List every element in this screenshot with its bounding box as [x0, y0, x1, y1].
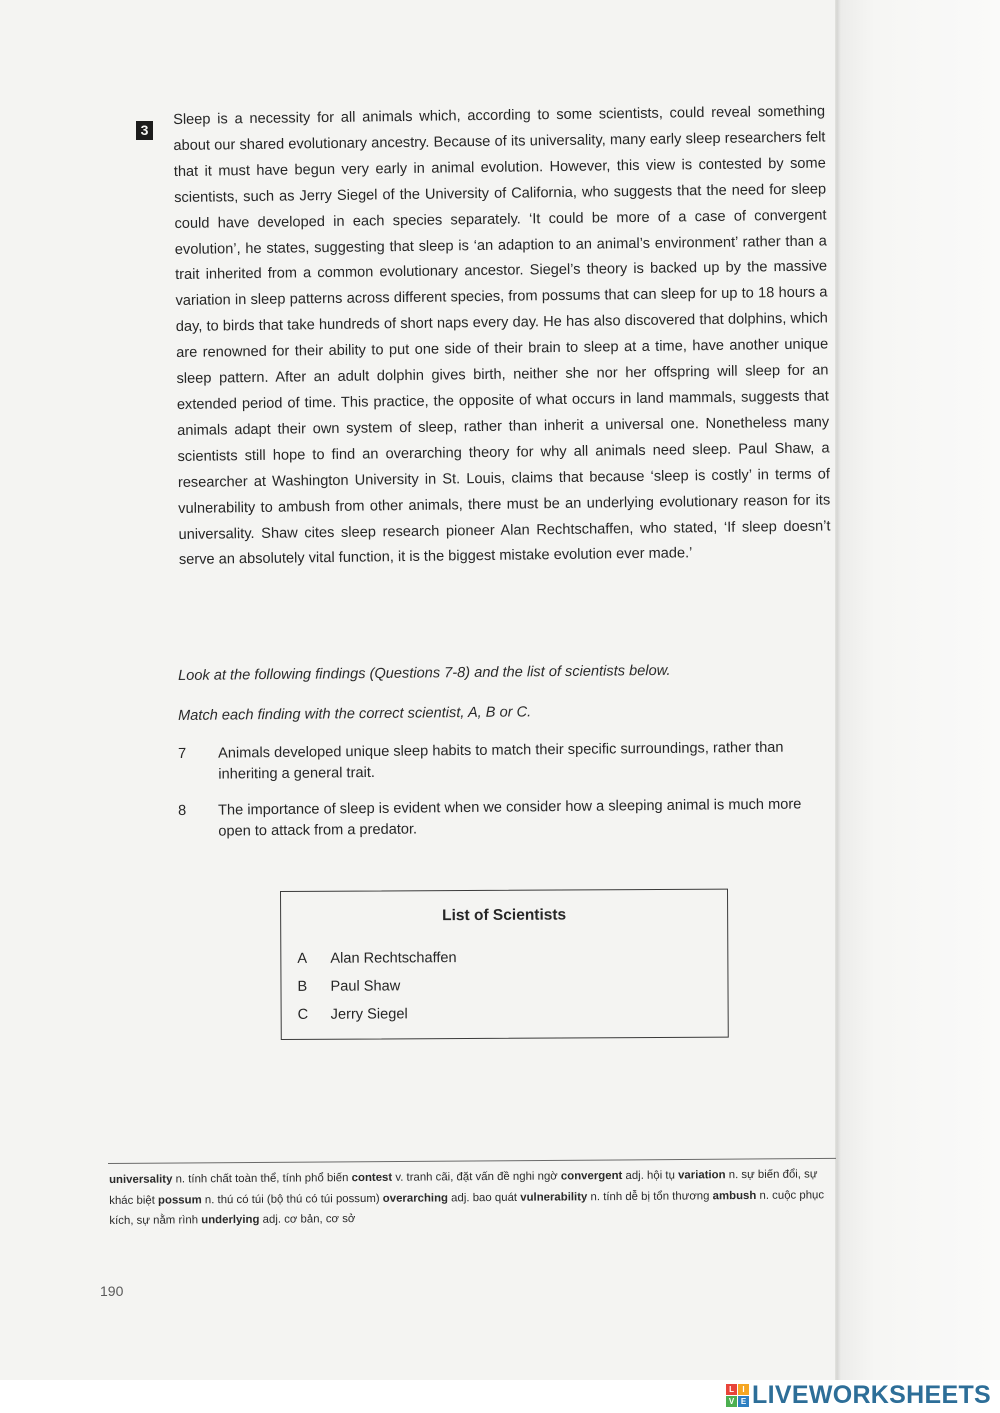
glossary-term: variation: [678, 1169, 726, 1182]
option-letter: A: [297, 950, 308, 967]
instruction-line-2: Match each finding with the correct scientist, A, B or C.: [178, 704, 532, 724]
question-8: [178, 794, 818, 843]
logo-letter: L: [726, 1384, 737, 1395]
glossary-pos: n.: [175, 1173, 186, 1186]
logo-letter: V: [726, 1396, 737, 1407]
glossary-pos: adj.: [451, 1191, 470, 1204]
question-number: 8: [178, 802, 187, 819]
footnote-divider: [108, 1158, 836, 1164]
glossary-term: possum: [157, 1193, 202, 1207]
glossary-pos: n.: [759, 1189, 770, 1202]
reading-passage: Sleep is a necessity for all animals which, according to some scientists, could reveal something about our shared evolutionary ancestry. Because of its universality, many early sleep researchers felt that it must have begun very early in animal evolution. However, this view is contested by some scientists, such as Jerry Siegel of the University of California, who suggests that the need for sleep could have developed in each species separately. ‘It could be more of a case of convergent evolution’, he states, suggesting that sleep is ‘an adaption to an animal’s environment’ rather than a trait inherited from a common evolutionary ancestor. Siegel’s theory is backed up by the massive variation in sleep patterns across different species, from possums that can sleep for up to 18 hours a day, to birds that take hundreds of short naps every day. He has also discovered that dolphins, which are renowned for their ability to put one side of their brain to sleep at a time, have another unique sleep pattern. After an adult dolphin gives birth, neither she nor her offspring will sleep for an extended period of time. This practice, the opposite of what occurs in land mammals, suggests that animals adapt their own system of sleep, rather than inherit a universal one. Nonetheless many scientists still hope to find an overarching theory for why all animals need sleep. Paul Shaw, a researcher at Washington University in St. Louis, claims that because ‘sleep is costly’ in terms of vulnerability to ambush from other animals, there must be an underlying evolutionary reason for its universality. Shaw cites sleep research pioneer Alan Rechtschaffen, who stated, ‘If sleep doesn’t serve an absolutely vital function, it is the biggest mistake evolution ever made.’: [173, 103, 831, 569]
glossary-pos: n.: [590, 1190, 601, 1203]
glossary-pos: n.: [204, 1193, 215, 1206]
section-number-badge: 3: [136, 121, 153, 140]
glossary-term: underlying: [201, 1213, 260, 1227]
glossary-meaning: cơ bản, cơ sở: [284, 1213, 356, 1226]
scientist-name: Jerry Siegel: [330, 1006, 408, 1023]
scientist-name: Paul Shaw: [330, 978, 401, 995]
scientist-option-a: [297, 950, 456, 967]
glossary-term: ambush: [712, 1189, 757, 1202]
glossary-meaning: sự biến đổi, sự khác biệt: [109, 1168, 818, 1207]
glossary-term: universality: [109, 1173, 173, 1186]
liveworksheets-logo-icon: [726, 1384, 749, 1407]
glossary-footnotes: [109, 1164, 829, 1231]
page-edge-shadow: [835, 0, 1000, 1390]
question-text: Animals developed unique sleep habits to match their specific surroundings, rather than inheriting a general trait.: [218, 739, 784, 783]
question-number: 7: [178, 745, 187, 762]
glossary-term: convergent: [560, 1169, 623, 1183]
question-7: [178, 737, 818, 786]
glossary-meaning: tính dễ bị tổn thương: [603, 1189, 710, 1203]
glossary-meaning: bao quát: [472, 1191, 518, 1204]
glossary-term: overarching: [382, 1191, 449, 1205]
question-text: The importance of sleep is evident when we consider how a sleeping animal is much more open to attack from a predator.: [218, 796, 802, 840]
glossary-pos: adj.: [625, 1169, 644, 1182]
logo-letter: E: [738, 1396, 749, 1407]
glossary-pos: n.: [728, 1169, 739, 1182]
box-title: List of Scientists: [442, 906, 567, 925]
glossary-meaning: cuộc phục kích, sự nằm rình: [109, 1188, 825, 1227]
instruction-line-1: Look at the following findings (Questions 7-8) and the list of scientists below.: [178, 662, 671, 684]
glossary-meaning: tranh cãi, đặt vấn đề nghi ngờ: [406, 1170, 558, 1184]
scientist-option-c: [298, 1006, 408, 1023]
glossary-meaning: thú có túi (bộ thú có túi possum): [217, 1192, 380, 1206]
list-of-scientists-box: [280, 889, 729, 1040]
glossary-term: vulnerability: [520, 1190, 588, 1204]
scientist-option-b: [297, 978, 400, 995]
glossary-meaning: hội tụ: [646, 1169, 675, 1182]
glossary-term: contest: [351, 1171, 393, 1185]
option-letter: B: [297, 978, 308, 995]
glossary-meaning: tính chất toàn thể, tính phổ biến: [188, 1172, 349, 1186]
page-number: 190: [100, 1283, 124, 1299]
logo-letter: I: [738, 1384, 749, 1395]
glossary-pos: adj.: [262, 1213, 282, 1226]
brand-name: LIVEWORKSHEETS: [752, 1380, 991, 1409]
option-letter: C: [297, 1006, 309, 1023]
glossary-pos: v.: [395, 1171, 404, 1184]
liveworksheets-brand: [726, 1380, 991, 1410]
scientist-name: Alan Rechtschaffen: [330, 950, 457, 967]
